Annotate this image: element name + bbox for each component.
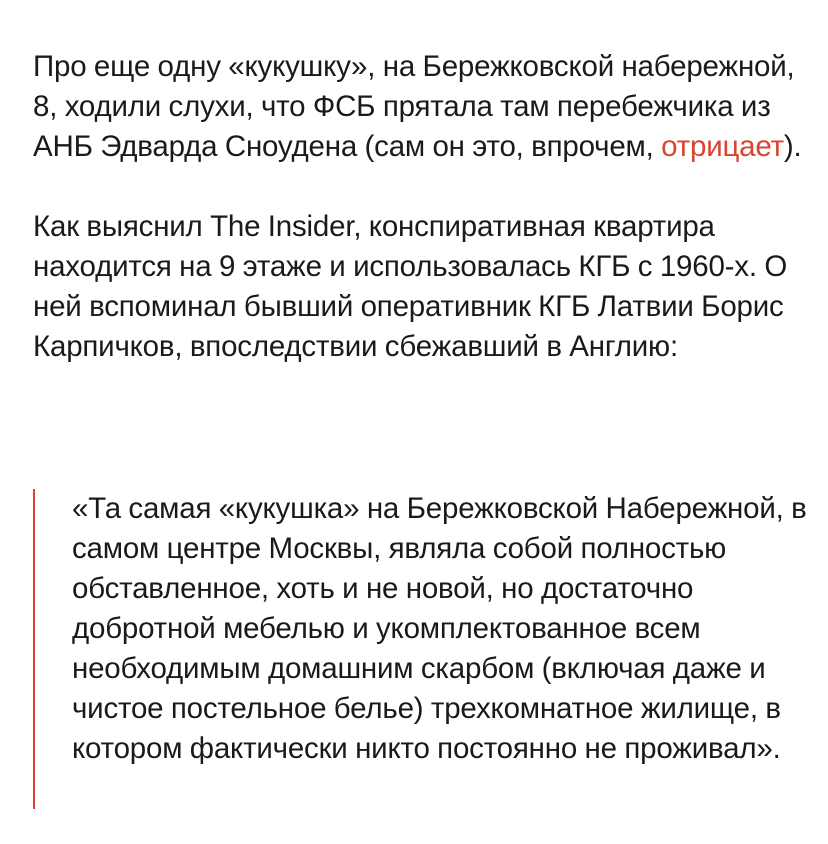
paragraph-snowden-rumor xyxy=(33,47,823,167)
blockquote xyxy=(33,489,823,809)
paragraph-text-after-link: ). xyxy=(783,130,802,163)
paragraph-text-before-link: Про еще одну «кукушку», на Бережковской набережной, 8, ходили слухи, что ФСБ прятала там перебежчика из АНБ Эдварда Сноудена (сам он это, впрочем, xyxy=(33,50,795,163)
paragraph-safehouse: Как выяснил The Insider, конспиративная квартира находится на 9 этаже и использовалась КГБ с 1960-х. О ней вспоминал бывший оперативник КГБ Латвии Борис Карпичков, впоследствии сбежавший в Англию: xyxy=(33,210,788,363)
blockquote-text: «Та самая «кукушка» на Бережковской Набережной, в самом центре Москвы, являла собой полностью обставленное, хоть и не новой, но достаточно добротной мебелью и укомплектованное всем необходимым домашним скарбом (включая даже и чистое постельное белье) трехкомнатное жилище, в котором фактически никто постоянно не проживал». xyxy=(72,492,807,765)
denies-link[interactable]: отрицает xyxy=(661,130,784,163)
article-body xyxy=(33,47,823,367)
